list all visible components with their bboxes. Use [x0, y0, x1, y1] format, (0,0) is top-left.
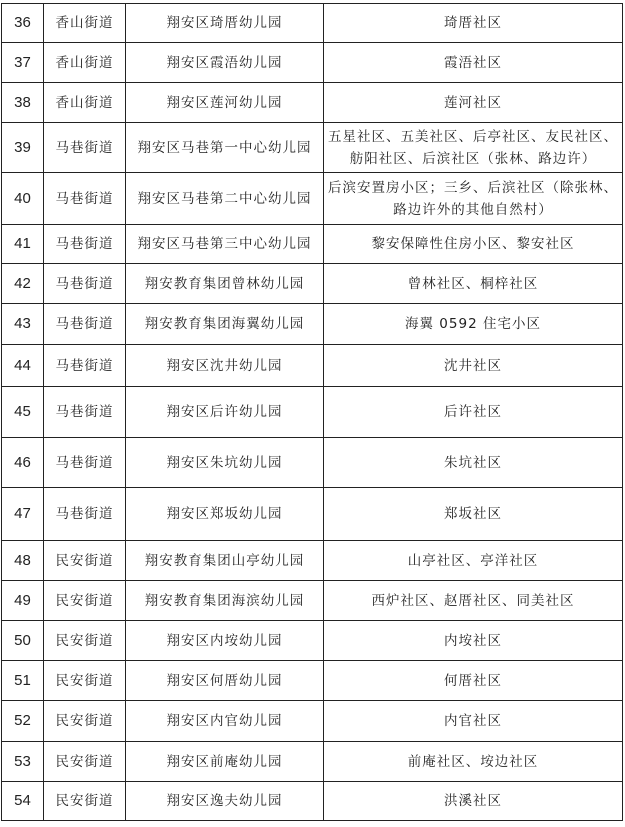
street-cell: 马巷街道 [44, 225, 126, 264]
service-area-cell: 内垵社区 [324, 621, 623, 661]
table-row [2, 488, 623, 541]
kindergarten-cell: 翔安教育集团山亭幼儿园 [126, 541, 324, 581]
row-number: 54 [2, 782, 44, 821]
street-cell: 马巷街道 [44, 438, 126, 488]
street-cell: 香山街道 [44, 4, 126, 43]
street-cell: 马巷街道 [44, 173, 126, 225]
street-cell: 香山街道 [44, 43, 126, 83]
street-cell: 民安街道 [44, 621, 126, 661]
service-area-cell: 西炉社区、赵厝社区、同美社区 [324, 581, 623, 621]
row-number: 50 [2, 621, 44, 661]
kindergarten-cell: 翔安区莲河幼儿园 [126, 83, 324, 123]
table-row [2, 541, 623, 581]
service-area-cell: 后滨安置房小区；三乡、后滨社区（除张林、路边许外的其他自然村） [324, 173, 623, 225]
row-number: 48 [2, 541, 44, 581]
kindergarten-cell: 翔安区琦厝幼儿园 [126, 4, 324, 43]
row-number: 45 [2, 387, 44, 438]
row-number: 44 [2, 345, 44, 387]
kindergarten-cell: 翔安区沈井幼儿园 [126, 345, 324, 387]
kindergarten-cell: 翔安区马巷第二中心幼儿园 [126, 173, 324, 225]
street-cell: 香山街道 [44, 83, 126, 123]
street-cell: 马巷街道 [44, 264, 126, 304]
service-area-cell: 琦厝社区 [324, 4, 623, 43]
table-row [2, 304, 623, 345]
kindergarten-cell: 翔安区后许幼儿园 [126, 387, 324, 438]
table-row [2, 264, 623, 304]
table-row [2, 43, 623, 83]
table-row [2, 4, 623, 43]
service-area-cell: 海翼 0592 住宅小区 [324, 304, 623, 345]
kindergarten-cell: 翔安区前庵幼儿园 [126, 742, 324, 782]
street-cell: 民安街道 [44, 701, 126, 742]
table-row [2, 83, 623, 123]
service-area-cell: 郑坂社区 [324, 488, 623, 541]
row-number: 51 [2, 661, 44, 701]
row-number: 47 [2, 488, 44, 541]
table-row [2, 387, 623, 438]
row-number: 42 [2, 264, 44, 304]
service-area-cell: 朱坑社区 [324, 438, 623, 488]
table-row [2, 742, 623, 782]
row-number: 39 [2, 123, 44, 173]
row-number: 37 [2, 43, 44, 83]
street-cell: 民安街道 [44, 541, 126, 581]
service-area-cell: 莲河社区 [324, 83, 623, 123]
service-area-cell: 山亭社区、亭洋社区 [324, 541, 623, 581]
kindergarten-cell: 翔安教育集团海翼幼儿园 [126, 304, 324, 345]
table-row [2, 438, 623, 488]
row-number: 49 [2, 581, 44, 621]
row-number: 36 [2, 4, 44, 43]
service-area-cell: 五星社区、五美社区、后亭社区、友民社区、舫阳社区、后滨社区（张林、路边许） [324, 123, 623, 173]
street-cell: 马巷街道 [44, 488, 126, 541]
street-cell: 马巷街道 [44, 123, 126, 173]
row-number: 53 [2, 742, 44, 782]
street-cell: 民安街道 [44, 782, 126, 821]
service-area-cell: 后许社区 [324, 387, 623, 438]
row-number: 38 [2, 83, 44, 123]
street-cell: 民安街道 [44, 661, 126, 701]
kindergarten-cell: 翔安区马巷第三中心幼儿园 [126, 225, 324, 264]
row-number: 40 [2, 173, 44, 225]
table-row [2, 621, 623, 661]
service-area-cell: 沈井社区 [324, 345, 623, 387]
row-number: 43 [2, 304, 44, 345]
table-row [2, 345, 623, 387]
service-area-cell: 黎安保障性住房小区、黎安社区 [324, 225, 623, 264]
row-number: 46 [2, 438, 44, 488]
service-area-cell: 洪溪社区 [324, 782, 623, 821]
service-area-cell: 前庵社区、垵边社区 [324, 742, 623, 782]
kindergarten-cell: 翔安区霞浯幼儿园 [126, 43, 324, 83]
table-row [2, 581, 623, 621]
kindergarten-cell: 翔安区逸夫幼儿园 [126, 782, 324, 821]
kindergarten-cell: 翔安区何厝幼儿园 [126, 661, 324, 701]
kindergarten-cell: 翔安区内垵幼儿园 [126, 621, 324, 661]
street-cell: 马巷街道 [44, 387, 126, 438]
service-area-cell: 霞浯社区 [324, 43, 623, 83]
table-row [2, 701, 623, 742]
kindergarten-cell: 翔安教育集团曾林幼儿园 [126, 264, 324, 304]
street-cell: 马巷街道 [44, 345, 126, 387]
street-cell: 马巷街道 [44, 304, 126, 345]
table-row [2, 661, 623, 701]
table-row [2, 782, 623, 821]
service-area-cell: 何厝社区 [324, 661, 623, 701]
row-number: 41 [2, 225, 44, 264]
kindergarten-cell: 翔安区内官幼儿园 [126, 701, 324, 742]
street-cell: 民安街道 [44, 581, 126, 621]
service-area-cell: 内官社区 [324, 701, 623, 742]
kindergarten-cell: 翔安区朱坑幼儿园 [126, 438, 324, 488]
street-cell: 民安街道 [44, 742, 126, 782]
kindergarten-cell: 翔安区郑坂幼儿园 [126, 488, 324, 541]
table-row [2, 225, 623, 264]
table-row [2, 173, 623, 225]
kindergarten-cell: 翔安教育集团海滨幼儿园 [126, 581, 324, 621]
kindergarten-district-table [1, 3, 623, 821]
table-row [2, 123, 623, 173]
row-number: 52 [2, 701, 44, 742]
kindergarten-cell: 翔安区马巷第一中心幼儿园 [126, 123, 324, 173]
service-area-cell: 曾林社区、桐梓社区 [324, 264, 623, 304]
